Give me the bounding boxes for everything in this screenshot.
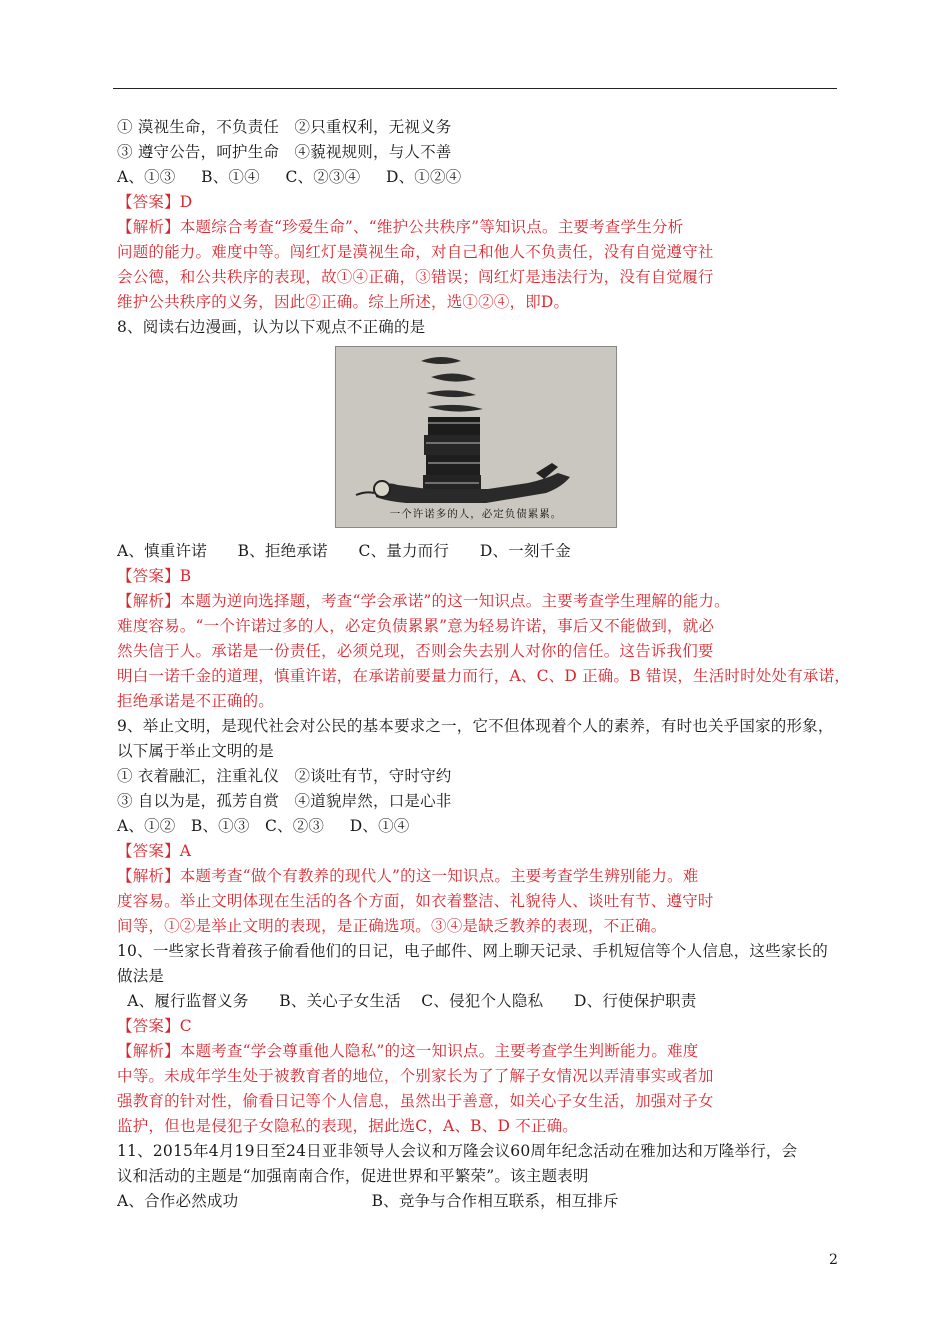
question-text-line: 11、2015年4月19日至24日亚非领导人会议和万隆会议60周年纪念活动在雅加达和万隆举行，会 (117, 1142, 798, 1160)
question-text-line: 8、阅读右边漫画，认为以下观点不正确的是 (117, 318, 426, 336)
answer-text-line: 间等，①②是举止文明的表现，是正确选项。③④是缺乏教养的表现，不正确。 (117, 917, 667, 935)
answer-text-line: 然失信于人。承诺是一份责任，必须兑现，否则会失去别人对你的信任。这告诉我们要 (117, 642, 714, 660)
answer-text-line: 强教育的针对性，偷看日记等个人信息，虽然出于善意，如关心子女生活，加强对子女 (117, 1092, 714, 1110)
answer-text-line: 【答案】A (117, 842, 192, 860)
answer-text-line: 【答案】B (117, 567, 192, 585)
answer-text-line: 【解析】本题综合考查“珍爱生命”、“维护公共秩序”等知识点。主要考查学生分析 (117, 218, 684, 236)
question-text-line: A、①② B、①③ C、②③ D、①④ (117, 817, 410, 835)
question-text-line: 做法是 (117, 967, 165, 985)
answer-text-line: 【解析】本题为逆向选择题，考查“学会承诺”的这一知识点。主要考查学生理解的能力。 (117, 592, 730, 610)
answer-text-line: 监护，但也是侵犯子女隐私的表现，据此选C，A、B、D 不正确。 (117, 1117, 578, 1135)
question-text-line: 议和活动的主题是“加强南南合作，促进世界和平繁荣”。该主题表明 (117, 1167, 589, 1185)
question-text-line: ① 漠视生命，不负责任 ②只重权利，无视义务 (117, 118, 452, 136)
page-number: 2 (829, 1252, 838, 1268)
answer-text-line: 难度容易。“一个许诺过多的人，必定负债累累”意为轻易许诺，事后又不能做到，就必 (117, 617, 715, 635)
answer-text-line: 维护公共秩序的义务，因此②正确。综上所述，选①②④，即D。 (117, 293, 570, 311)
question-text-line: A、①③ B、①④ C、②③④ D、①②④ (117, 168, 462, 186)
answer-text-line: 会公德，和公共秩序的表现，故①④正确，③错误；闯红灯是违法行为，没有自觉履行 (117, 268, 714, 286)
answer-text-line: 问题的能力。难度中等。闯红灯是漠视生命，对自己和他人不负责任，没有自觉遵守社 (117, 243, 714, 261)
question-text-line: 10、一些家长背着孩子偷看他们的日记，电子邮件、网上聊天记录、手机短信等个人信息，这些家长的 (117, 942, 828, 960)
question-text-line: ① 衣着融汇，注重礼仪 ②谈吐有节，守时守约 (117, 767, 452, 785)
question-text-line: 9、举止文明，是现代社会对公民的基本要求之一，它不但体现着个人的素养，有时也关乎国家的形象， (117, 717, 834, 735)
cartoon-caption: 一个许诺多的人，必定负债累累。 (389, 508, 563, 520)
answer-text-line: 拒绝承诺是不正确的。 (117, 692, 275, 710)
answer-text-line: 中等。未成年学生处于被教育者的地位，个别家长为了了解子女情况以弄清事实或者加 (117, 1067, 714, 1085)
answer-text-line: 【解析】本题考查“做个有教养的现代人”的这一知识点。主要考查学生辨别能力。难 (117, 867, 699, 885)
answer-text-line: 【解析】本题考查“学会尊重他人隐私”的这一知识点。主要考查学生判断能力。难度 (117, 1042, 699, 1060)
cartoon-image (335, 346, 617, 528)
header-rule (113, 88, 837, 89)
question-text-line: 以下属于举止文明的是 (117, 742, 275, 760)
answer-text-line: 【答案】C (117, 1017, 192, 1035)
question-text-line: A、履行监督义务 B、关心子女生活 C、侵犯个人隐私 D、行使保护职责 (117, 992, 697, 1010)
question-text-line: A、慎重许诺 B、拒绝承诺 C、量力而行 D、一刻千金 (117, 542, 571, 560)
answer-text-line: 度容易。举止文明体现在生活的各个方面，如衣着整洁、礼貌待人、谈吐有节、遵守时 (117, 892, 714, 910)
question-text-line: ③ 自以为是，孤芳自赏 ④道貌岸然，口是心非 (117, 792, 452, 810)
cartoon-drawing (336, 347, 616, 527)
question-text-line: A、合作必然成功 B、竞争与合作相互联系，相互排斥 (117, 1192, 619, 1210)
answer-text-line: 明白一诺千金的道理，慎重许诺，在承诺前要量力而行，A、C、D 正确。B 错误，生活时时处处有承诺， (117, 667, 851, 685)
answer-text-line: 【答案】D (117, 193, 193, 211)
question-text-line: ③ 遵守公告，呵护生命 ④藐视规则，与人不善 (117, 143, 452, 161)
